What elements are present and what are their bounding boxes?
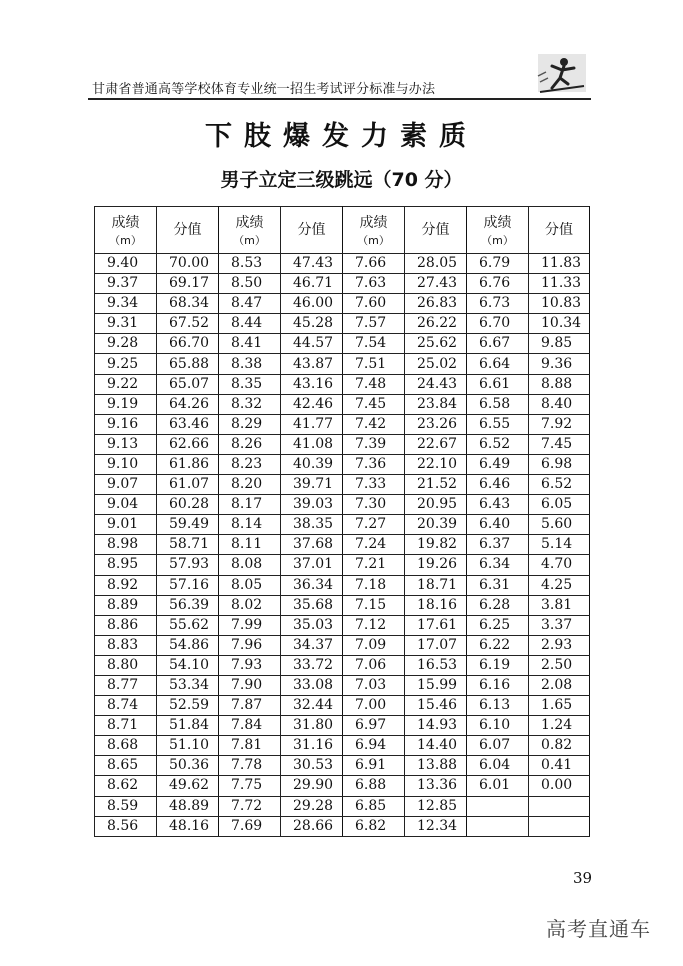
points-cell: 62.66 bbox=[157, 434, 219, 454]
score-cell: 7.24 bbox=[343, 535, 405, 555]
column-header bbox=[467, 207, 529, 254]
points-cell: 20.95 bbox=[405, 495, 467, 515]
score-cell: 8.35 bbox=[219, 374, 281, 394]
score-cell: 7.09 bbox=[343, 635, 405, 655]
page-subtitle: 男子立定三级跳远（70 分） bbox=[220, 169, 463, 191]
points-cell: 51.10 bbox=[157, 736, 219, 756]
table-row bbox=[95, 736, 590, 756]
points-cell: 2.50 bbox=[529, 655, 590, 675]
score-cell: 7.66 bbox=[343, 254, 405, 274]
table-row bbox=[95, 776, 590, 796]
score-cell: 7.75 bbox=[219, 776, 281, 796]
score-cell: 6.13 bbox=[467, 696, 529, 716]
column-header-unit: （m） bbox=[357, 233, 390, 247]
score-cell: 8.68 bbox=[95, 736, 157, 756]
score-cell: 6.94 bbox=[343, 736, 405, 756]
table-row bbox=[95, 454, 590, 474]
points-cell: 26.83 bbox=[405, 294, 467, 314]
score-cell: 7.57 bbox=[343, 314, 405, 334]
points-cell: 2.08 bbox=[529, 675, 590, 695]
score-cell: 7.90 bbox=[219, 675, 281, 695]
points-cell: 5.14 bbox=[529, 535, 590, 555]
column-header-unit: （m） bbox=[481, 233, 514, 247]
points-cell: 5.60 bbox=[529, 515, 590, 535]
points-cell: 37.68 bbox=[281, 535, 343, 555]
score-cell: 9.34 bbox=[95, 294, 157, 314]
score-cell: 9.04 bbox=[95, 495, 157, 515]
points-cell: 57.16 bbox=[157, 575, 219, 595]
table-row bbox=[95, 414, 590, 434]
points-cell: 0.41 bbox=[529, 756, 590, 776]
points-cell: 70.00 bbox=[157, 254, 219, 274]
points-cell: 7.92 bbox=[529, 414, 590, 434]
points-cell: 43.16 bbox=[281, 374, 343, 394]
score-cell: 6.49 bbox=[467, 454, 529, 474]
score-cell: 7.30 bbox=[343, 495, 405, 515]
score-cell: 7.21 bbox=[343, 555, 405, 575]
score-cell: 7.12 bbox=[343, 615, 405, 635]
score-cell: 8.71 bbox=[95, 716, 157, 736]
points-cell: 3.37 bbox=[529, 615, 590, 635]
score-cell: 9.16 bbox=[95, 414, 157, 434]
page-title: 下肢爆发力素质 bbox=[205, 121, 478, 152]
points-cell: 4.25 bbox=[529, 575, 590, 595]
points-cell: 19.82 bbox=[405, 535, 467, 555]
points-cell: 41.08 bbox=[281, 434, 343, 454]
table-row bbox=[95, 615, 590, 635]
points-cell: 8.88 bbox=[529, 374, 590, 394]
points-cell: 6.98 bbox=[529, 454, 590, 474]
score-cell bbox=[467, 796, 529, 816]
column-header bbox=[95, 207, 157, 254]
points-cell: 9.36 bbox=[529, 354, 590, 374]
score-cell: 6.61 bbox=[467, 374, 529, 394]
column-header-label: 分值 bbox=[173, 222, 202, 238]
points-cell: 10.34 bbox=[529, 314, 590, 334]
score-cell: 8.56 bbox=[95, 816, 157, 836]
points-cell: 22.10 bbox=[405, 454, 467, 474]
column-header bbox=[157, 207, 219, 254]
points-cell: 33.08 bbox=[281, 675, 343, 695]
score-cell: 6.07 bbox=[467, 736, 529, 756]
score-cell: 6.25 bbox=[467, 615, 529, 635]
points-cell: 41.77 bbox=[281, 414, 343, 434]
points-cell: 9.85 bbox=[529, 334, 590, 354]
points-cell: 25.62 bbox=[405, 334, 467, 354]
score-cell bbox=[467, 816, 529, 836]
points-cell: 59.49 bbox=[157, 515, 219, 535]
score-cell: 8.53 bbox=[219, 254, 281, 274]
score-cell: 8.38 bbox=[219, 354, 281, 374]
score-cell: 7.87 bbox=[219, 696, 281, 716]
points-cell: 3.81 bbox=[529, 595, 590, 615]
points-cell: 7.45 bbox=[529, 434, 590, 454]
points-cell: 43.87 bbox=[281, 354, 343, 374]
points-cell: 42.46 bbox=[281, 394, 343, 414]
score-cell: 7.03 bbox=[343, 675, 405, 695]
score-cell: 8.77 bbox=[95, 675, 157, 695]
points-cell: 15.46 bbox=[405, 696, 467, 716]
points-cell: 23.26 bbox=[405, 414, 467, 434]
column-header bbox=[219, 207, 281, 254]
score-cell: 7.63 bbox=[343, 274, 405, 294]
score-cell: 7.15 bbox=[343, 595, 405, 615]
score-cell: 8.20 bbox=[219, 475, 281, 495]
points-cell: 6.52 bbox=[529, 475, 590, 495]
points-cell: 26.22 bbox=[405, 314, 467, 334]
points-cell: 64.26 bbox=[157, 394, 219, 414]
score-cell: 8.95 bbox=[95, 555, 157, 575]
score-table bbox=[94, 206, 590, 837]
points-cell: 24.43 bbox=[405, 374, 467, 394]
points-cell: 61.86 bbox=[157, 454, 219, 474]
score-cell: 7.06 bbox=[343, 655, 405, 675]
score-cell: 6.76 bbox=[467, 274, 529, 294]
column-header bbox=[343, 207, 405, 254]
table-row bbox=[95, 756, 590, 776]
points-cell: 54.10 bbox=[157, 655, 219, 675]
points-cell: 47.43 bbox=[281, 254, 343, 274]
column-header-label: 成绩 bbox=[111, 214, 140, 231]
table-row bbox=[95, 816, 590, 836]
points-cell: 54.86 bbox=[157, 635, 219, 655]
points-cell: 19.26 bbox=[405, 555, 467, 575]
athlete-logo-icon bbox=[534, 52, 590, 98]
points-cell: 35.03 bbox=[281, 615, 343, 635]
points-cell: 58.71 bbox=[157, 535, 219, 555]
score-cell: 7.18 bbox=[343, 575, 405, 595]
points-cell: 67.52 bbox=[157, 314, 219, 334]
table-row bbox=[95, 495, 590, 515]
points-cell: 55.62 bbox=[157, 615, 219, 635]
score-cell: 8.11 bbox=[219, 535, 281, 555]
score-cell: 9.28 bbox=[95, 334, 157, 354]
score-cell: 9.40 bbox=[95, 254, 157, 274]
points-cell: 69.17 bbox=[157, 274, 219, 294]
score-cell: 8.50 bbox=[219, 274, 281, 294]
score-cell: 9.31 bbox=[95, 314, 157, 334]
points-cell: 17.07 bbox=[405, 635, 467, 655]
table-row bbox=[95, 696, 590, 716]
points-cell: 18.71 bbox=[405, 575, 467, 595]
points-cell: 12.85 bbox=[405, 796, 467, 816]
points-cell: 31.16 bbox=[281, 736, 343, 756]
score-cell: 6.58 bbox=[467, 394, 529, 414]
points-cell: 53.34 bbox=[157, 675, 219, 695]
score-cell: 8.89 bbox=[95, 595, 157, 615]
score-cell: 7.45 bbox=[343, 394, 405, 414]
header-rule bbox=[88, 98, 591, 100]
score-cell: 8.98 bbox=[95, 535, 157, 555]
score-cell: 6.31 bbox=[467, 575, 529, 595]
table-row bbox=[95, 575, 590, 595]
score-cell: 9.13 bbox=[95, 434, 157, 454]
points-cell: 4.70 bbox=[529, 555, 590, 575]
score-cell: 7.42 bbox=[343, 414, 405, 434]
score-cell: 7.00 bbox=[343, 696, 405, 716]
column-header bbox=[529, 207, 590, 254]
score-cell: 8.44 bbox=[219, 314, 281, 334]
points-cell: 68.34 bbox=[157, 294, 219, 314]
points-cell: 14.93 bbox=[405, 716, 467, 736]
points-cell: 38.35 bbox=[281, 515, 343, 535]
points-cell: 29.28 bbox=[281, 796, 343, 816]
points-cell: 20.39 bbox=[405, 515, 467, 535]
table-row bbox=[95, 334, 590, 354]
score-cell: 6.37 bbox=[467, 535, 529, 555]
score-cell: 7.48 bbox=[343, 374, 405, 394]
score-cell: 7.33 bbox=[343, 475, 405, 495]
column-header-label: 成绩 bbox=[359, 214, 388, 231]
points-cell: 16.53 bbox=[405, 655, 467, 675]
score-cell: 8.83 bbox=[95, 635, 157, 655]
score-cell: 7.81 bbox=[219, 736, 281, 756]
points-cell: 33.72 bbox=[281, 655, 343, 675]
score-cell: 8.86 bbox=[95, 615, 157, 635]
score-cell: 6.04 bbox=[467, 756, 529, 776]
points-cell: 31.80 bbox=[281, 716, 343, 736]
table-row bbox=[95, 515, 590, 535]
column-header-label: 分值 bbox=[297, 222, 326, 238]
score-cell: 6.28 bbox=[467, 595, 529, 615]
score-cell: 8.80 bbox=[95, 655, 157, 675]
points-cell: 60.28 bbox=[157, 495, 219, 515]
score-cell: 6.40 bbox=[467, 515, 529, 535]
running-header: 甘肃省普通高等学校体育专业统一招生考试评分标准与办法 bbox=[92, 82, 436, 97]
score-cell: 6.70 bbox=[467, 314, 529, 334]
points-cell: 57.93 bbox=[157, 555, 219, 575]
points-cell: 40.39 bbox=[281, 454, 343, 474]
points-cell: 28.66 bbox=[281, 816, 343, 836]
points-cell: 66.70 bbox=[157, 334, 219, 354]
points-cell: 63.46 bbox=[157, 414, 219, 434]
table-row bbox=[95, 394, 590, 414]
score-cell: 8.14 bbox=[219, 515, 281, 535]
score-cell: 8.65 bbox=[95, 756, 157, 776]
points-cell: 12.34 bbox=[405, 816, 467, 836]
table-row bbox=[95, 555, 590, 575]
points-cell: 28.05 bbox=[405, 254, 467, 274]
score-cell: 7.72 bbox=[219, 796, 281, 816]
points-cell: 65.88 bbox=[157, 354, 219, 374]
points-cell: 46.00 bbox=[281, 294, 343, 314]
score-cell: 9.37 bbox=[95, 274, 157, 294]
score-cell: 9.10 bbox=[95, 454, 157, 474]
table-row bbox=[95, 374, 590, 394]
points-cell: 11.83 bbox=[529, 254, 590, 274]
column-header-label: 分值 bbox=[421, 222, 450, 238]
points-cell: 2.93 bbox=[529, 635, 590, 655]
score-cell: 8.17 bbox=[219, 495, 281, 515]
score-cell: 6.97 bbox=[343, 716, 405, 736]
score-cell: 8.29 bbox=[219, 414, 281, 434]
score-cell: 6.79 bbox=[467, 254, 529, 274]
points-cell: 56.39 bbox=[157, 595, 219, 615]
table-row bbox=[95, 294, 590, 314]
points-cell: 48.89 bbox=[157, 796, 219, 816]
score-cell: 8.74 bbox=[95, 696, 157, 716]
score-cell: 6.16 bbox=[467, 675, 529, 695]
points-cell: 39.03 bbox=[281, 495, 343, 515]
points-cell: 30.53 bbox=[281, 756, 343, 776]
column-header-unit: （m） bbox=[233, 233, 266, 247]
score-cell: 6.43 bbox=[467, 495, 529, 515]
points-cell: 8.40 bbox=[529, 394, 590, 414]
table-row bbox=[95, 655, 590, 675]
points-cell: 34.37 bbox=[281, 635, 343, 655]
score-cell: 6.01 bbox=[467, 776, 529, 796]
score-cell: 7.27 bbox=[343, 515, 405, 535]
score-cell: 9.19 bbox=[95, 394, 157, 414]
points-cell: 14.40 bbox=[405, 736, 467, 756]
table-row bbox=[95, 354, 590, 374]
score-cell: 7.60 bbox=[343, 294, 405, 314]
score-cell: 6.46 bbox=[467, 475, 529, 495]
points-cell: 48.16 bbox=[157, 816, 219, 836]
score-cell: 8.47 bbox=[219, 294, 281, 314]
score-cell: 8.41 bbox=[219, 334, 281, 354]
points-cell: 17.61 bbox=[405, 615, 467, 635]
score-cell: 8.23 bbox=[219, 454, 281, 474]
points-cell: 37.01 bbox=[281, 555, 343, 575]
points-cell: 36.34 bbox=[281, 575, 343, 595]
points-cell: 39.71 bbox=[281, 475, 343, 495]
score-cell: 8.08 bbox=[219, 555, 281, 575]
table-row bbox=[95, 475, 590, 495]
table-row bbox=[95, 635, 590, 655]
column-header-label: 分值 bbox=[545, 222, 573, 238]
column-header-label: 成绩 bbox=[235, 214, 264, 231]
column-header-unit: （m） bbox=[109, 233, 142, 247]
points-cell bbox=[529, 816, 590, 836]
score-cell: 6.34 bbox=[467, 555, 529, 575]
points-cell: 35.68 bbox=[281, 595, 343, 615]
table-row bbox=[95, 716, 590, 736]
score-cell: 6.82 bbox=[343, 816, 405, 836]
points-cell: 18.16 bbox=[405, 595, 467, 615]
points-cell: 49.62 bbox=[157, 776, 219, 796]
points-cell bbox=[529, 796, 590, 816]
score-cell: 8.26 bbox=[219, 434, 281, 454]
score-cell: 7.54 bbox=[343, 334, 405, 354]
score-cell: 8.62 bbox=[95, 776, 157, 796]
points-cell: 50.36 bbox=[157, 756, 219, 776]
column-header-label: 成绩 bbox=[483, 214, 512, 231]
points-cell: 25.02 bbox=[405, 354, 467, 374]
points-cell: 6.05 bbox=[529, 495, 590, 515]
score-cell: 6.22 bbox=[467, 635, 529, 655]
score-cell: 6.19 bbox=[467, 655, 529, 675]
score-cell: 9.01 bbox=[95, 515, 157, 535]
score-cell: 7.96 bbox=[219, 635, 281, 655]
points-cell: 27.43 bbox=[405, 274, 467, 294]
score-cell: 6.88 bbox=[343, 776, 405, 796]
points-cell: 11.33 bbox=[529, 274, 590, 294]
score-cell: 6.64 bbox=[467, 354, 529, 374]
score-cell: 7.78 bbox=[219, 756, 281, 776]
points-cell: 1.24 bbox=[529, 716, 590, 736]
score-cell: 6.85 bbox=[343, 796, 405, 816]
score-cell: 8.05 bbox=[219, 575, 281, 595]
score-cell: 7.93 bbox=[219, 655, 281, 675]
score-cell: 6.73 bbox=[467, 294, 529, 314]
score-cell: 9.22 bbox=[95, 374, 157, 394]
score-cell: 7.69 bbox=[219, 816, 281, 836]
points-cell: 51.84 bbox=[157, 716, 219, 736]
table-row bbox=[95, 675, 590, 695]
score-cell: 6.67 bbox=[467, 334, 529, 354]
score-cell: 7.51 bbox=[343, 354, 405, 374]
score-cell: 8.02 bbox=[219, 595, 281, 615]
points-cell: 32.44 bbox=[281, 696, 343, 716]
points-cell: 52.59 bbox=[157, 696, 219, 716]
table-header-row bbox=[95, 207, 590, 254]
points-cell: 0.82 bbox=[529, 736, 590, 756]
points-cell: 21.52 bbox=[405, 475, 467, 495]
points-cell: 61.07 bbox=[157, 475, 219, 495]
points-cell: 13.36 bbox=[405, 776, 467, 796]
points-cell: 22.67 bbox=[405, 434, 467, 454]
points-cell: 45.28 bbox=[281, 314, 343, 334]
score-cell: 7.84 bbox=[219, 716, 281, 736]
score-cell: 9.07 bbox=[95, 475, 157, 495]
table-row bbox=[95, 314, 590, 334]
points-cell: 23.84 bbox=[405, 394, 467, 414]
score-cell: 8.59 bbox=[95, 796, 157, 816]
points-cell: 1.65 bbox=[529, 696, 590, 716]
score-cell: 6.52 bbox=[467, 434, 529, 454]
score-cell: 8.92 bbox=[95, 575, 157, 595]
points-cell: 29.90 bbox=[281, 776, 343, 796]
points-cell: 65.07 bbox=[157, 374, 219, 394]
score-cell: 8.32 bbox=[219, 394, 281, 414]
points-cell: 13.88 bbox=[405, 756, 467, 776]
points-cell: 0.00 bbox=[529, 776, 590, 796]
table-row bbox=[95, 595, 590, 615]
score-cell: 6.10 bbox=[467, 716, 529, 736]
points-cell: 15.99 bbox=[405, 675, 467, 695]
table-row bbox=[95, 274, 590, 294]
score-cell: 7.99 bbox=[219, 615, 281, 635]
points-cell: 10.83 bbox=[529, 294, 590, 314]
table-row bbox=[95, 434, 590, 454]
table-row bbox=[95, 254, 590, 274]
score-cell: 7.36 bbox=[343, 454, 405, 474]
points-cell: 44.57 bbox=[281, 334, 343, 354]
score-cell: 9.25 bbox=[95, 354, 157, 374]
score-cell: 6.91 bbox=[343, 756, 405, 776]
table-row bbox=[95, 535, 590, 555]
column-header bbox=[405, 207, 467, 254]
points-cell: 46.71 bbox=[281, 274, 343, 294]
page-number: 39 bbox=[573, 869, 593, 887]
column-header bbox=[281, 207, 343, 254]
table-row bbox=[95, 796, 590, 816]
score-cell: 7.39 bbox=[343, 434, 405, 454]
watermark: 高考直通车 bbox=[546, 917, 651, 941]
score-cell: 6.55 bbox=[467, 414, 529, 434]
